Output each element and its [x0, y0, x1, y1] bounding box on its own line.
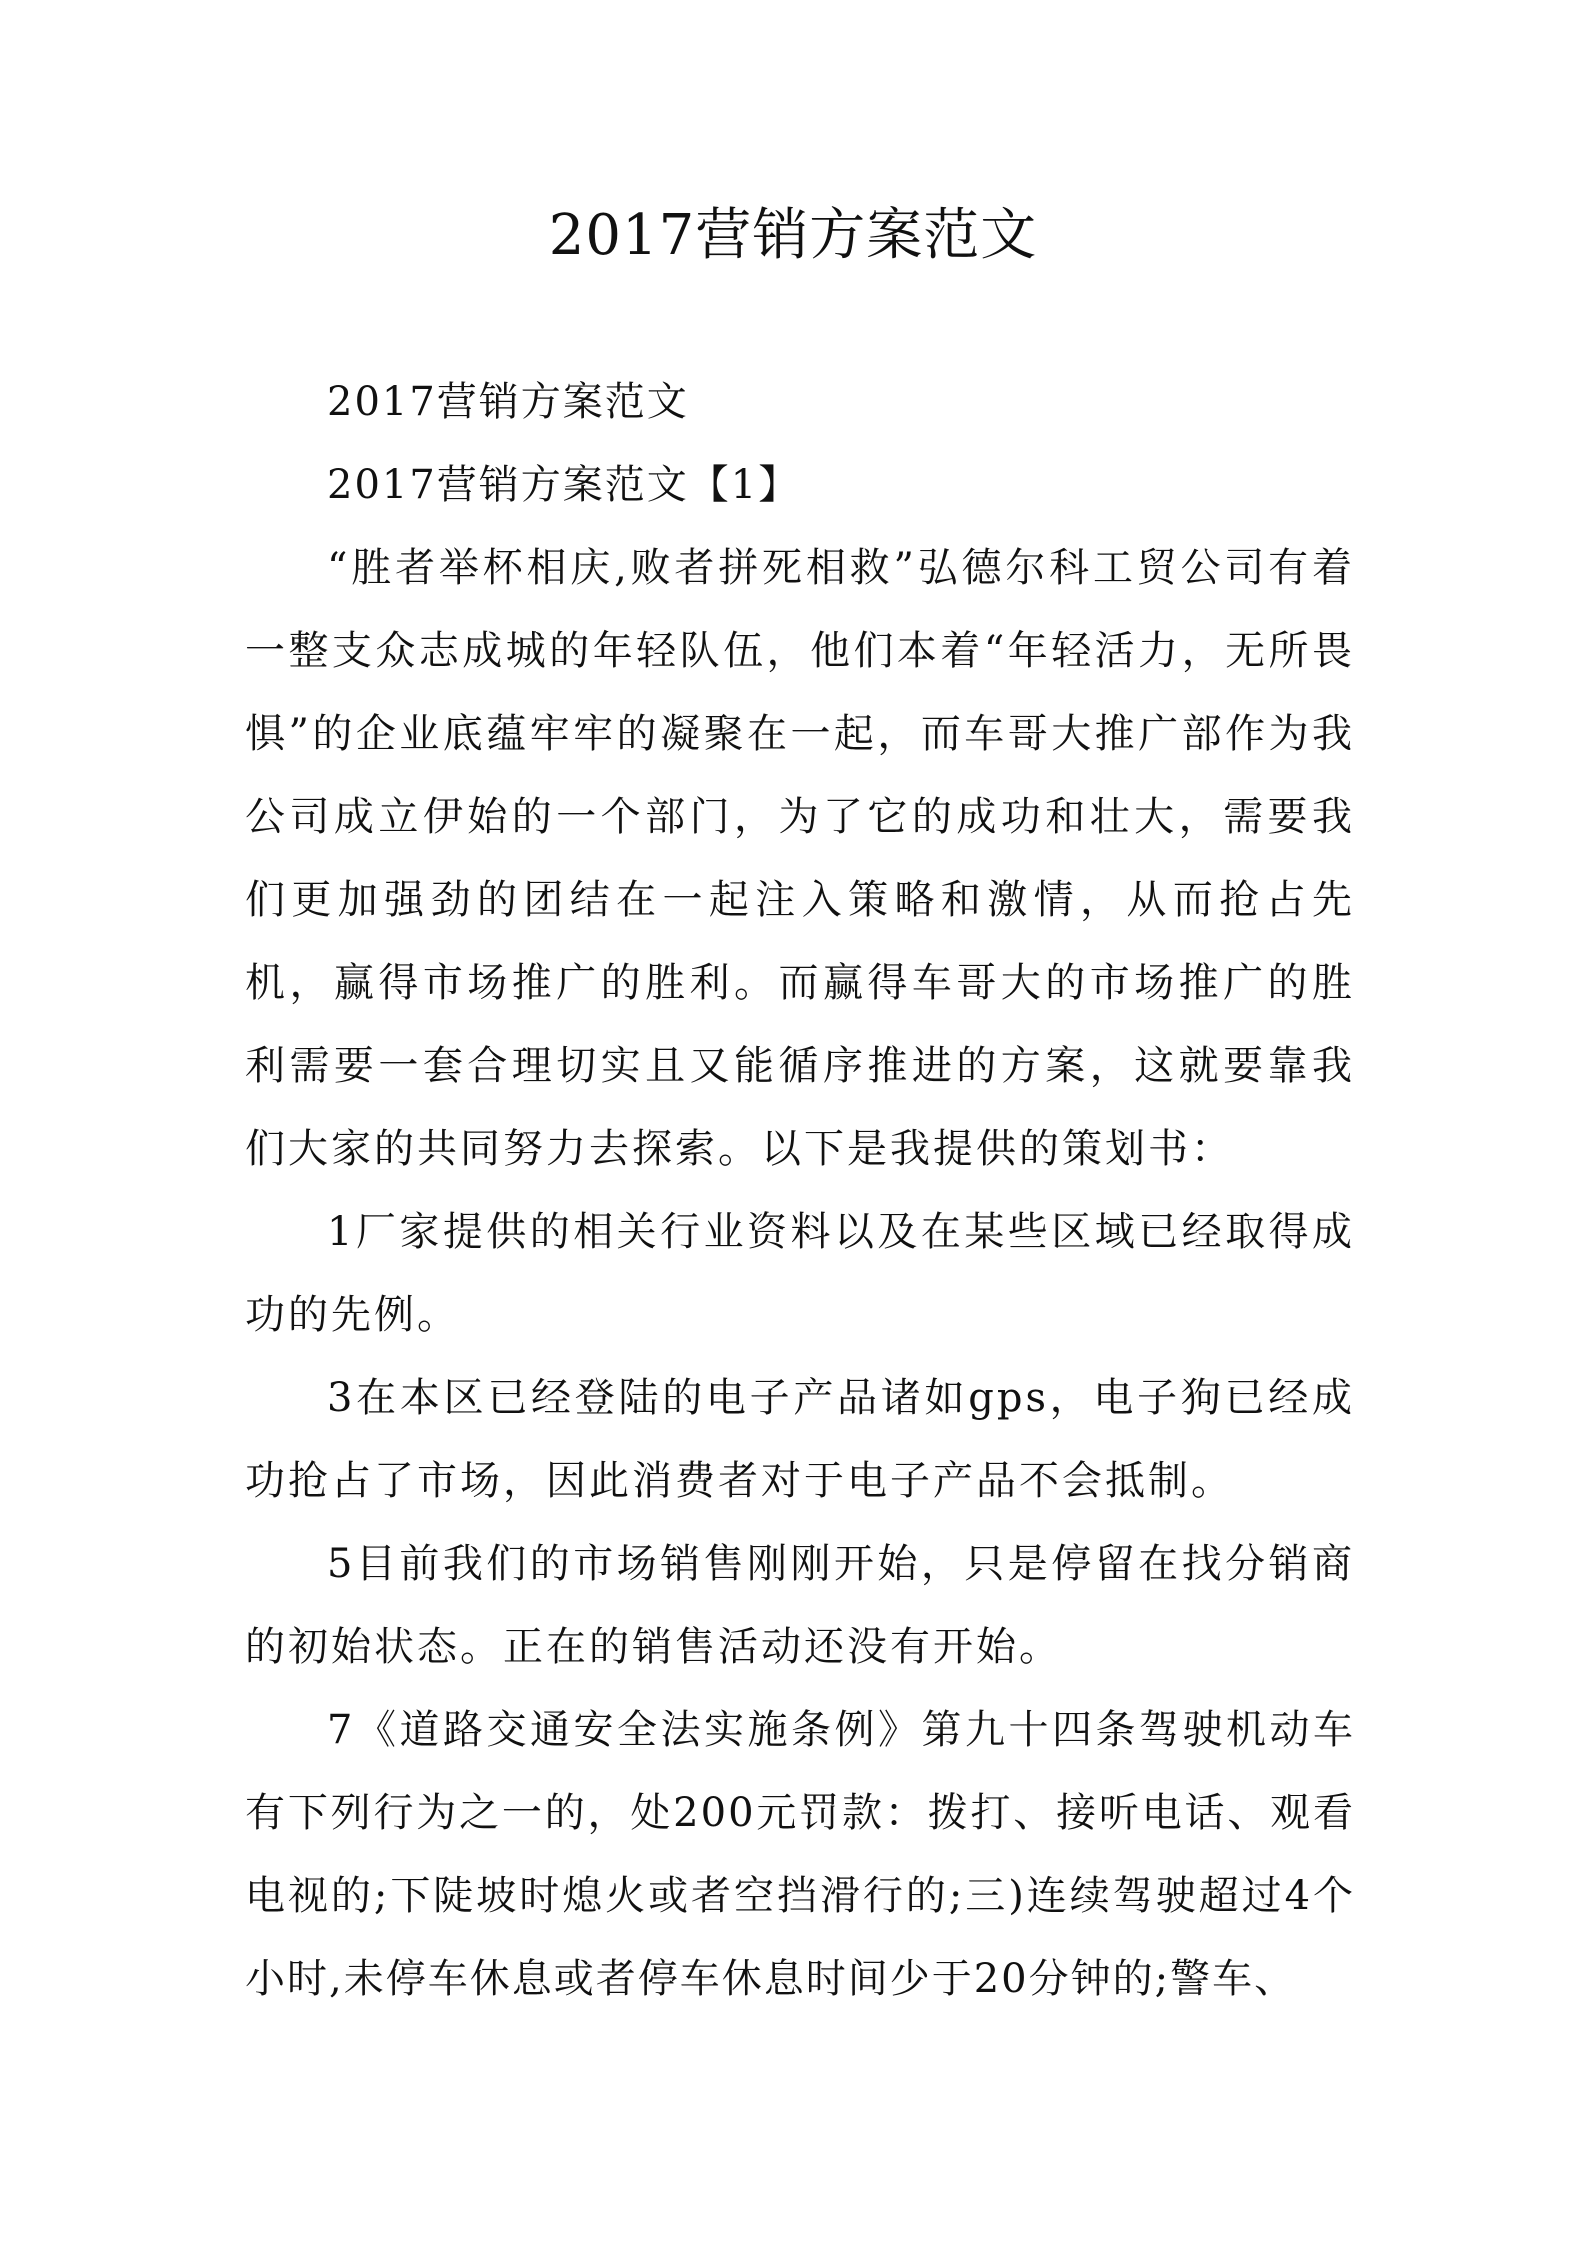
point-7-paragraph: 7《道路交通安全法实施条例》第九十四条驾驶机动车有下列行为之一的，处200元罚款：拨打、接听电话、观看电视的;下陡坡时熄火或者空挡滑行的;三)连续驾驶超过4个小时,未停车休息或者停车休息时间少于20分钟的;警车、	[245, 1707, 1355, 2002]
point-1-paragraph: 1厂家提供的相关行业资料以及在某些区域已经取得成功的先例。	[245, 1209, 1355, 1338]
intro-paragraph: “胜者举杯相庆,败者拼死相救”弘德尔科工贸公司有着一整支众志成城的年轻队伍，他们本着“年轻活力，无所畏惧”的企业底蕴牢牢的凝聚在一起，而车哥大推广部作为我公司成立伊始的一个部门，为了它的成功和壮大，需要我们更加强劲的团结在一起注入策略和激情，从而抢占先机，赢得市场推广的胜利。而赢得车哥大的市场推广的胜利需要一套合理切实且又能循序推进的方案，这就要靠我们大家的共同努力去探索。以下是我提供的策划书：	[245, 545, 1355, 1172]
document-title: 2017营销方案范文	[548, 203, 1038, 268]
section-heading: 2017营销方案范文【1】	[327, 462, 801, 508]
subtitle-paragraph: 2017营销方案范文	[327, 379, 689, 425]
point-3-paragraph: 3在本区已经登陆的电子产品诸如gps，电子狗已经成功抢占了市场，因此消费者对于电子产品不会抵制。	[245, 1375, 1355, 1504]
point-5-paragraph: 5目前我们的市场销售刚刚开始，只是停留在找分销商的初始状态。正在的销售活动还没有开始。	[245, 1541, 1355, 1670]
document-body	[245, 361, 1355, 2021]
